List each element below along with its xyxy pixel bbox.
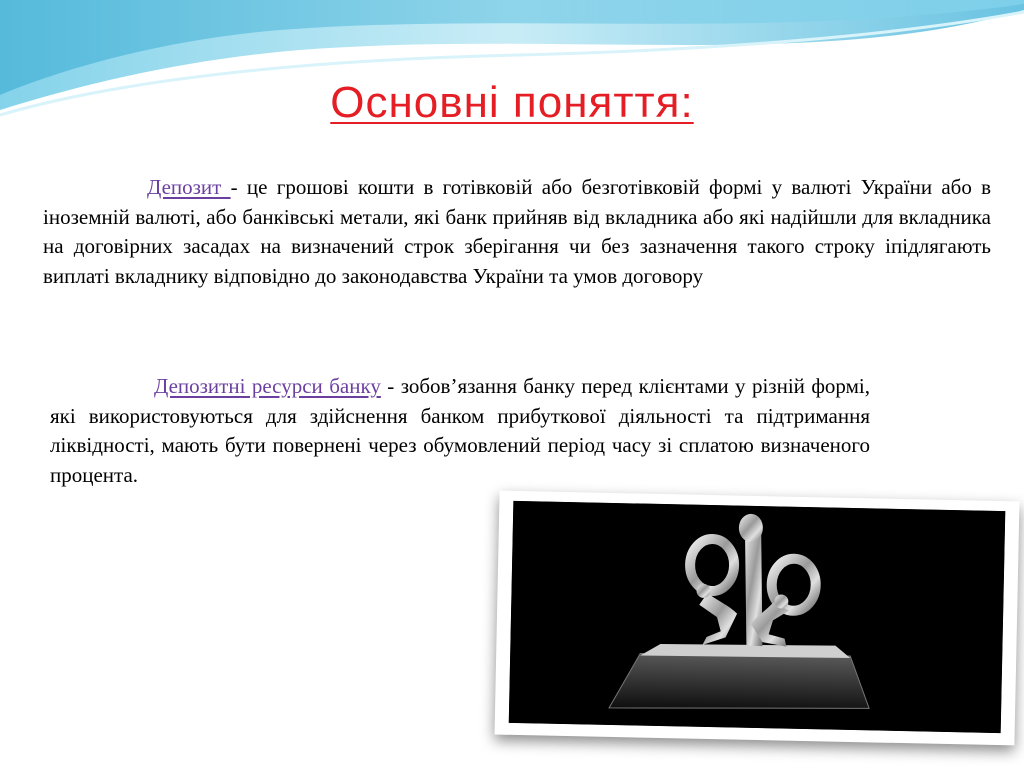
definition-text: зобов’язання банку перед клієнтами у різній формі, які використовуються для здійснення банком прибуткової діяльності та підтримання ліквідності, мають бути повернені через обумовлений період часу зі сплатою визначеного процента.: [50, 374, 870, 487]
definition-deposit: [43, 173, 991, 291]
separator: -: [380, 374, 401, 398]
slide-title: Основні поняття:: [330, 78, 694, 127]
percent-trophy-icon: [509, 501, 1006, 733]
definition-deposit-resources: [50, 372, 870, 490]
definition-text: це грошові кошти в готівковій або безготівковій формі у валюті України або в іноземній валюті, або банківські метали, які банк прийняв від вкладника або які надійшли для вкладника на договірних засадах на визначений строк зберігання чи без зазначення такого строку іпідлягають виплаті вкладнику відповідно до законодавства України та умов договору: [43, 175, 992, 288]
separator: -: [230, 175, 247, 199]
trophy-photo: [495, 491, 1020, 746]
term-deposit[interactable]: Депозит: [147, 175, 231, 199]
term-deposit-resources[interactable]: Депозитні ресурси банку: [154, 374, 381, 398]
